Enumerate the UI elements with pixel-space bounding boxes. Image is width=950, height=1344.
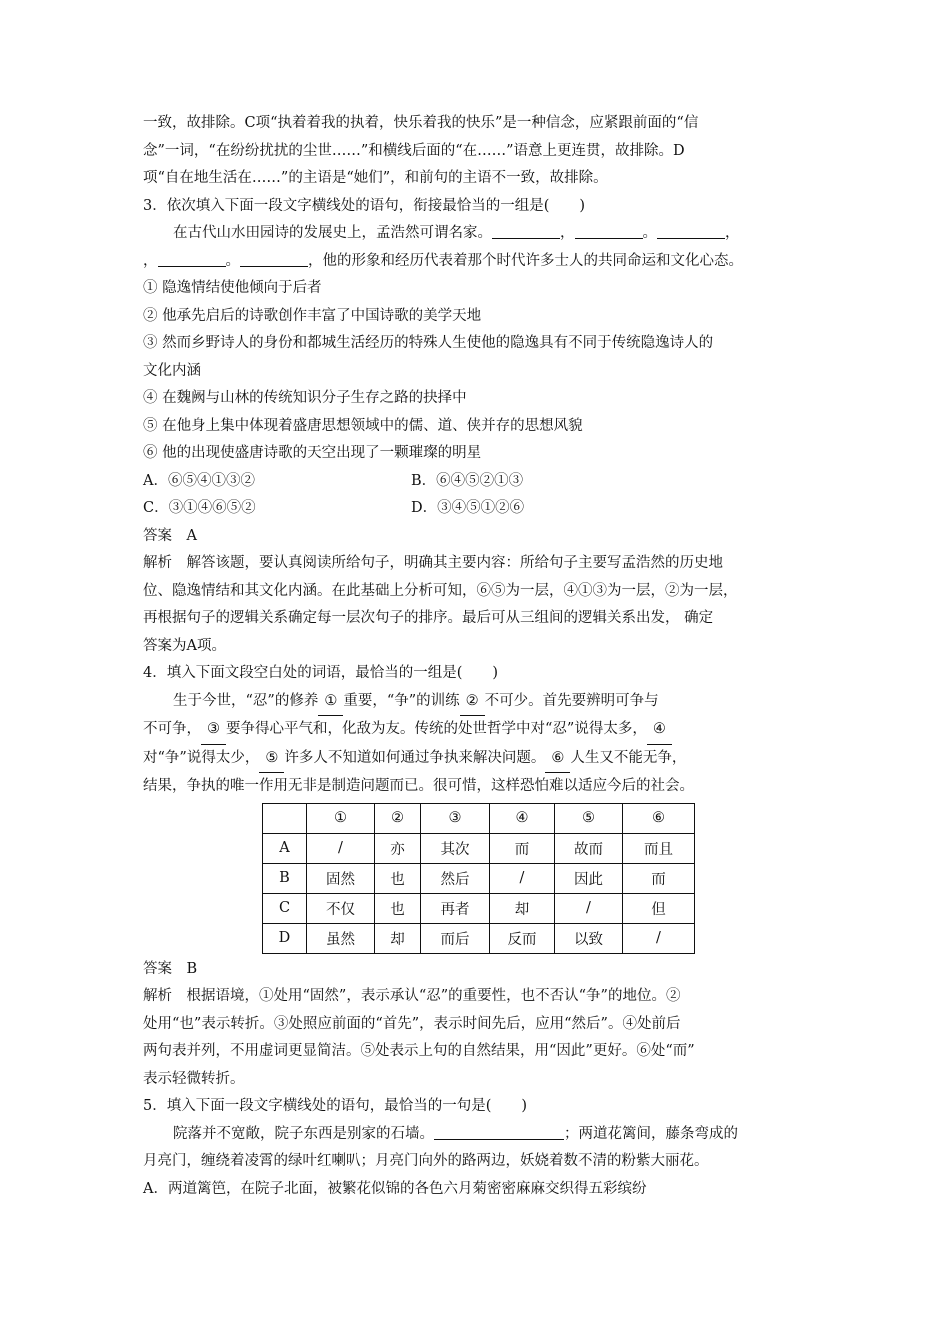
question-4-passage-line-3: 对“争”说得太少， ⑤ 许多人不知道如何通过争执来解决问题。 ⑥ 人生又不能无争， <box>143 745 811 774</box>
table-cell: ⑤ <box>555 803 623 833</box>
blank-4[interactable]: ④ <box>647 716 672 745</box>
question-3-analysis-line: 位、隐逸情结和其文化内涵。在此基础上分析可知，⑥⑤为一层，④①③为一层，②为一层， <box>143 582 738 599</box>
question-3-item: ① 隐逸情结使他倾向于后者 <box>143 280 322 296</box>
prev-analysis-line: 一致，故排除。C项“执着着我的执着，快乐着我的快乐”是一种信念，应紧跟前面的“信 <box>143 115 699 131</box>
question-3-passage-line-2: ， 。 ，他的形象和经历代表着那个时代许多士人的共同命运和文化心态。 <box>143 252 743 269</box>
question-3-passage-line-1: 在古代山水田园诗的发展史上，孟浩然可谓名家。 ， 。 ， <box>173 225 740 241</box>
table-cell: 不仅 <box>307 893 375 923</box>
question-5-option-a[interactable]: A．两道篱笆，在院子北面，被繁花似锦的各色六月菊密密麻麻交织得五彩缤纷 <box>143 1180 647 1197</box>
answer-blank[interactable] <box>492 223 560 239</box>
question-4-analysis-line: 两句表并列，不用虚词更显简洁。⑤处表示上句的自然结果，用“因此”更好。⑥处“而” <box>143 1043 695 1059</box>
table-cell: B <box>263 863 307 893</box>
table-cell: 反而 <box>490 923 555 953</box>
question-4-analysis-line: 处用“也”表示转折。③处照应前面的“首先”，表示时间先后，应用“然后”。④处前后 <box>143 1015 681 1032</box>
table-row <box>263 833 695 863</box>
answer-blank[interactable] <box>657 223 725 239</box>
table-cell: 而后 <box>421 923 490 953</box>
table-cell: ③ <box>421 803 490 833</box>
table-cell: 也 <box>375 893 421 923</box>
question-4-analysis-line: 解析 根据语境，①处用“固然”，表示承认“忍”的重要性，也不否认“争”的地位。② <box>143 988 681 1004</box>
table-cell: 而 <box>490 833 555 863</box>
question-4-passage-line-2: 不可争， ③ 要争得心平气和，化敌为友。传统的处世哲学中对“忍”说得太多， ④ <box>143 716 811 745</box>
question-3-analysis-line: 再根据句子的逻辑关系确定每一层次句子的排序。最后可从三组间的逻辑关系出发， 确定 <box>143 610 714 626</box>
table-cell: 固然 <box>307 863 375 893</box>
answer-blank[interactable] <box>158 251 226 267</box>
blank-1[interactable]: ① <box>318 688 343 717</box>
blank-2[interactable]: ② <box>460 688 485 717</box>
table-cell: 再者 <box>421 893 490 923</box>
question-3-item: ② 他承先启后的诗歌创作丰富了中国诗歌的美学天地 <box>143 307 482 324</box>
table-cell: / <box>555 893 623 923</box>
question-5-passage-line-1: 院落并不宽敞，院子东西是别家的石墙。 ；两道花篱间，藤条弯成的 <box>173 1125 738 1142</box>
table-cell: A <box>263 833 307 863</box>
table-cell: 但 <box>623 893 695 923</box>
question-4-passage-line-1: 生于今世，“忍”的修养 ① 重要，“争”的训练 ② 不可少。首先要辨明可争与 <box>143 688 811 717</box>
option-d[interactable]: D．③④⑤①②⑥ <box>411 500 525 516</box>
question-3-stem: 3．依次填入下面一段文字横线处的语句，衔接最恰当的一组是( ) <box>143 197 586 214</box>
question-3-item: ③ 然而乡野诗人的身份和都城生活经历的特殊人生使他的隐逸具有不同于传统隐逸诗人的 <box>143 335 714 351</box>
table-cell: / <box>490 863 555 893</box>
table-cell: 以致 <box>555 923 623 953</box>
question-3-analysis-line: 答案为A项。 <box>143 637 226 654</box>
question-4-analysis-line: 表示轻微转折。 <box>143 1070 245 1087</box>
document-page <box>143 110 811 1203</box>
table-cell: 而 <box>623 863 695 893</box>
table-cell: 亦 <box>375 833 421 863</box>
question-4-options-table <box>262 803 695 954</box>
option-a[interactable]: A．⑥⑤④①③② <box>143 472 255 489</box>
answer-blank[interactable] <box>240 251 308 267</box>
table-cell: / <box>623 923 695 953</box>
blank-3[interactable]: ③ <box>201 716 226 745</box>
table-cell: / <box>307 833 375 863</box>
table-cell: 其次 <box>421 833 490 863</box>
table-row <box>263 923 695 953</box>
table-cell: ⑥ <box>623 803 695 833</box>
blank-6[interactable]: ⑥ <box>545 745 570 774</box>
answer-blank[interactable] <box>434 1124 564 1140</box>
table-cell: 因此 <box>555 863 623 893</box>
question-3-item: ⑥ 他的出现使盛唐诗歌的天空出现了一颗璀璨的明星 <box>143 445 482 461</box>
table-cell: 故而 <box>555 833 623 863</box>
question-5-passage-line-2: 月亮门，缠绕着凌霄的绿叶红喇叭；月亮门向外的路两边，妖娆着数不清的粉紫大丽花。 <box>143 1153 709 1169</box>
table-cell: ④ <box>490 803 555 833</box>
table-cell: D <box>263 923 307 953</box>
table-row <box>263 893 695 923</box>
table-cell: 虽然 <box>307 923 375 953</box>
table-header-row <box>263 803 695 833</box>
table-cell: 也 <box>375 863 421 893</box>
table-row <box>263 863 695 893</box>
prev-analysis-line: 项“自在地生活在……”的主语是“她们”，和前句的主语不一致，故排除。 <box>143 170 608 186</box>
table-cell: 而且 <box>623 833 695 863</box>
answer-blank[interactable] <box>575 223 643 239</box>
question-4-answer: 答案 B <box>143 960 198 977</box>
table-cell: C <box>263 893 307 923</box>
table-cell: ① <box>307 803 375 833</box>
table-cell: 却 <box>375 923 421 953</box>
question-5-stem: 5．填入下面一段文字横线处的语句，最恰当的一句是( ) <box>143 1098 528 1114</box>
question-3-item: ④ 在魏阙与山林的传统知识分子生存之路的抉择中 <box>143 390 467 406</box>
question-3-item: 文化内涵 <box>143 362 201 379</box>
question-4-stem: 4．填入下面文段空白处的词语，最恰当的一组是( ) <box>143 665 499 681</box>
question-4-passage-line-4: 结果，争执的唯一作用无非是制造问题而已。很可惜，这样恐怕难以适应今后的社会。 <box>143 778 694 794</box>
table-cell <box>263 803 307 833</box>
question-3-answer: 答案 A <box>143 527 197 544</box>
question-3-item: ⑤ 在他身上集中体现着盛唐思想领域中的儒、道、侠并存的思想风貌 <box>143 417 583 434</box>
table-cell: ② <box>375 803 421 833</box>
blank-5[interactable]: ⑤ <box>259 745 284 774</box>
table-cell: 却 <box>490 893 555 923</box>
prev-analysis-line: 念”一词，“在纷纷扰扰的尘世……”和横线后面的“在……”语意上更连贯，故排除。D <box>143 142 685 159</box>
question-3-options-row <box>143 468 811 496</box>
option-c[interactable]: C．③①④⑥⑤② <box>143 500 256 516</box>
question-3-options-row <box>143 495 811 523</box>
option-b[interactable]: B．⑥④⑤②①③ <box>411 472 524 489</box>
table-cell: 然后 <box>421 863 490 893</box>
question-3-analysis-line: 解析 解答该题，要认真阅读所给句子，明确其主要内容：所给句子主要写孟浩然的历史地 <box>143 555 723 571</box>
